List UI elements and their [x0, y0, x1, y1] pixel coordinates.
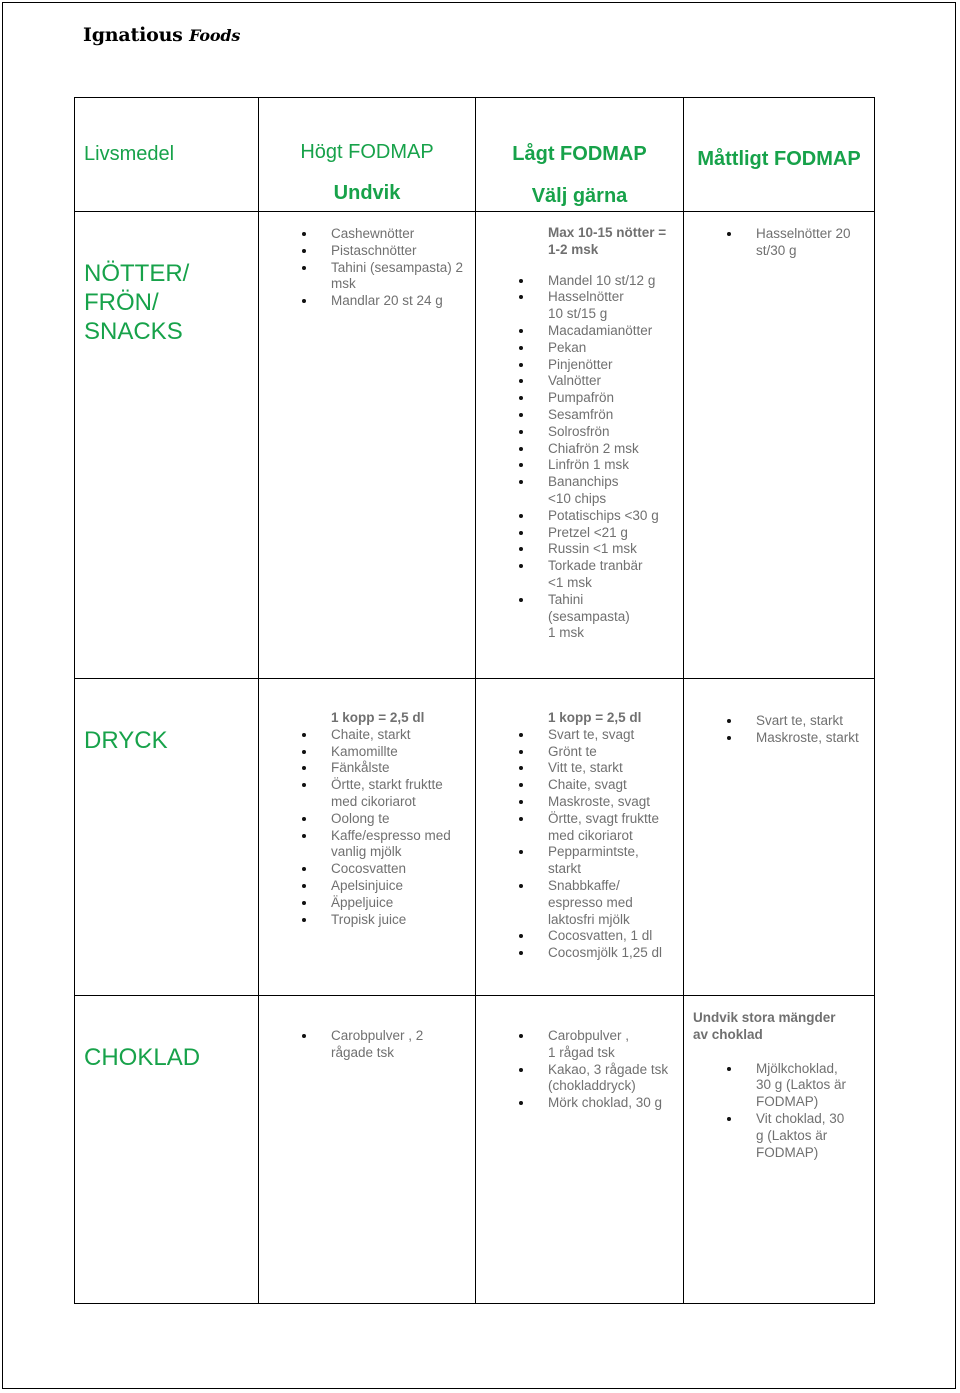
- category-nuts-line2: FRÖN/: [84, 289, 159, 316]
- header-high: [259, 98, 476, 212]
- header-col2-title: Högt FODMAP: [300, 141, 434, 163]
- moderate-list-chocolate: [684, 1061, 874, 1162]
- low-cell-drinks: [476, 679, 684, 996]
- list-item: Svart te, svagt: [476, 727, 683, 744]
- list-item: Linfrön 1 msk: [476, 457, 683, 474]
- low-head-drinks: 1 kopp = 2,5 dl: [548, 710, 642, 725]
- moderate-list-drinks: [684, 713, 874, 747]
- low-cell-chocolate: [476, 996, 684, 1304]
- low-list-nuts: [476, 273, 683, 643]
- list-item: Carobpulver , 2 rågade tsk: [259, 1028, 425, 1062]
- list-item: Pretzel <21 g: [476, 525, 683, 542]
- list-item: Chiafrön 2 msk: [476, 441, 683, 458]
- category-nuts-line3: SNACKS: [84, 318, 183, 345]
- high-cell-chocolate: [259, 996, 476, 1304]
- brand-suffix: Foods: [189, 26, 241, 45]
- list-item: Cocosvatten, 1 dl: [476, 928, 683, 945]
- list-item: Tahini (sesampasta) 2 msk: [259, 260, 475, 294]
- header-col3-sub: Välj gärna: [531, 185, 628, 207]
- header-moderate: [684, 98, 875, 212]
- header-col1-title: Livsmedel: [84, 143, 175, 165]
- list-item: Maskroste, starkt: [684, 730, 874, 747]
- list-item: Carobpulver , 1 rågad tsk: [476, 1028, 683, 1062]
- list-item: Tahini (sesampasta) 1 msk: [476, 592, 683, 642]
- list-item: Cocosmjölk 1,25 dl: [476, 945, 683, 962]
- list-item: Pumpafrön: [476, 390, 683, 407]
- list-item: Mjölkchoklad, 30 g (Laktos är FODMAP): [684, 1061, 849, 1111]
- moderate-cell-chocolate: [684, 996, 875, 1304]
- list-item: Mörk choklad, 30 g: [476, 1095, 683, 1112]
- low-cell-nuts: [476, 212, 684, 679]
- list-item: Vit choklad, 30 g (Laktos är FODMAP): [684, 1111, 849, 1161]
- high-head-drinks: 1 kopp = 2,5 dl: [331, 710, 425, 725]
- list-item: Hasselnötter 10 st/15 g: [476, 289, 683, 323]
- high-cell-nuts: [259, 212, 476, 679]
- header-col4-title: Måttligt FODMAP: [697, 148, 861, 170]
- header-col3-title: Lågt FODMAP: [512, 143, 647, 165]
- list-item: Sesamfrön: [476, 407, 683, 424]
- brand-name: Ignatious: [83, 24, 183, 46]
- list-item: Cocosvatten: [259, 861, 465, 878]
- list-item: Pepparmintste, starkt: [476, 844, 683, 878]
- list-item: Hasselnötter 20 st/30 g: [684, 226, 874, 260]
- list-item: Valnötter: [476, 373, 683, 390]
- list-item: Mandlar 20 st 24 g: [259, 293, 475, 310]
- list-item: Pistaschnötter: [259, 243, 475, 260]
- list-item: Vitt te, starkt: [476, 760, 683, 777]
- list-item: Örtte, starkt fruktte med cikoriarot: [259, 777, 465, 811]
- list-item: Fänkålste: [259, 760, 465, 777]
- list-item: Bananchips <10 chips: [476, 474, 683, 508]
- category-nuts-line1: NÖTTER/: [84, 260, 190, 287]
- category-cell-drinks: [75, 679, 259, 996]
- list-item: Chaite, starkt: [259, 727, 465, 744]
- list-item: Apelsinjuice: [259, 878, 465, 895]
- header-row: [75, 98, 875, 212]
- low-head-nuts: Max 10-15 nötter = 1-2 msk: [548, 225, 667, 257]
- fodmap-table: [74, 97, 875, 1304]
- category-drinks: DRYCK: [84, 727, 168, 754]
- moderate-list-nuts: [684, 226, 874, 260]
- list-item: Tropisk juice: [259, 912, 465, 929]
- list-item: Kamomillte: [259, 744, 465, 761]
- header-col2-sub: Undvik: [333, 182, 401, 204]
- list-item: Pekan: [476, 340, 683, 357]
- list-item: Örtte, svagt fruktte med cikoriarot: [476, 811, 683, 845]
- list-item: Potatischips <30 g: [476, 508, 683, 525]
- list-item: Torkade tranbär <1 msk: [476, 558, 683, 592]
- high-list-nuts: [259, 226, 475, 310]
- high-cell-drinks: [259, 679, 476, 996]
- high-list-drinks: [259, 727, 475, 929]
- list-item: Kaffe/espresso med vanlig mjölk: [259, 828, 465, 862]
- low-list-chocolate: [476, 1028, 683, 1112]
- list-item: Russin <1 msk: [476, 541, 683, 558]
- category-cell-nuts: [75, 212, 259, 679]
- list-item: Maskroste, svagt: [476, 794, 683, 811]
- list-item: Snabbkaffe/ espresso med laktosfri mjölk: [476, 878, 683, 928]
- list-item: Kakao, 3 rågade tsk (chokladdryck): [476, 1062, 683, 1096]
- moderate-head-chocolate: Undvik stora mängder av choklad: [693, 1010, 836, 1042]
- category-cell-chocolate: [75, 996, 259, 1304]
- list-item: Macadamianötter: [476, 323, 683, 340]
- list-item: Oolong te: [259, 811, 465, 828]
- header-livsmedel: [75, 98, 259, 212]
- high-list-chocolate: [259, 1028, 475, 1062]
- list-item: Mandel 10 st/12 g: [476, 273, 683, 290]
- row-drinks: [75, 679, 875, 996]
- row-chocolate: [75, 996, 875, 1304]
- list-item: Chaite, svagt: [476, 777, 683, 794]
- category-chocolate: CHOKLAD: [84, 1044, 201, 1071]
- list-item: Pinjenötter: [476, 357, 683, 374]
- moderate-cell-drinks: [684, 679, 875, 996]
- brand-logo: [83, 24, 240, 46]
- list-item: Äppeljuice: [259, 895, 465, 912]
- list-item: Svart te, starkt: [684, 713, 874, 730]
- list-item: Cashewnötter: [259, 226, 475, 243]
- category-nuts: [75, 212, 258, 346]
- header-low: [476, 98, 684, 212]
- list-item: Grönt te: [476, 744, 683, 761]
- moderate-cell-nuts: [684, 212, 875, 679]
- row-nuts: [75, 212, 875, 679]
- low-list-drinks: [476, 727, 683, 962]
- list-item: Solrosfrön: [476, 424, 683, 441]
